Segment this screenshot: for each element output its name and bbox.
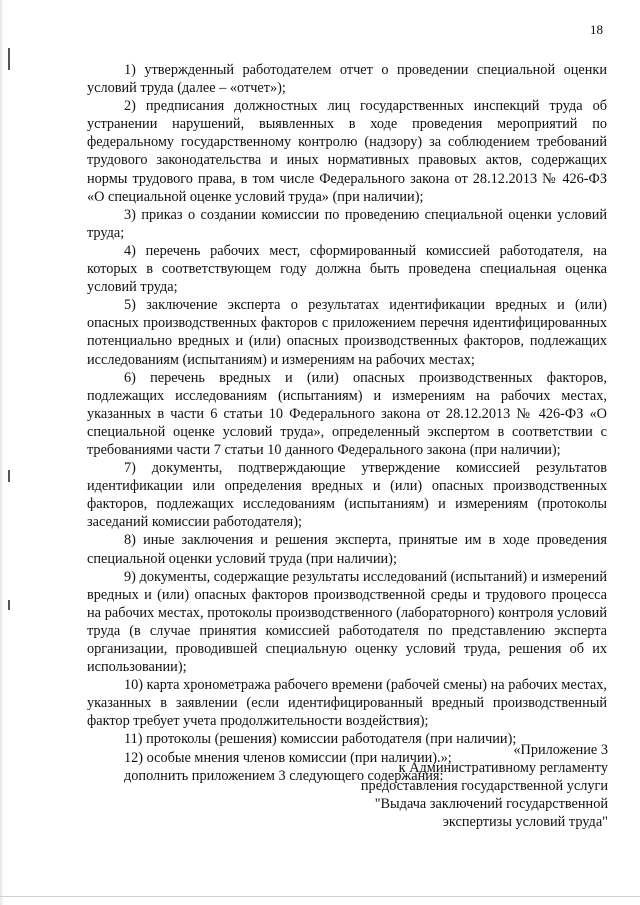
- list-item-2: 2) предписания должностных лиц государственных инспекций труда об устранении нарушений, выявленных в ходе проведения мероприятий по федеральному государственному контролю (надзору) за соблюдением требований трудового законодательства и иных нормативных правовых актов, содержащих нормы трудового права, в том числе Федерального закона от 28.12.2013 № 426-ФЗ «О специальной оценке условий труда» (при наличии);: [87, 98, 607, 205]
- list-item-9: 9) документы, содержащие результаты исследований (испытаний) и измерений вредных и (или) опасных факторов производственной среды и трудового процесса на рабочих местах, протоколы производственного (лабораторного) контроля условий труда (в случае принятия комиссией работодателя по представлению эксперта организации, проводившей специальную оценку условий труда, решения об их использовании);: [87, 568, 607, 676]
- appendix-line: "Выдача заключений государственной: [374, 796, 608, 813]
- scan-left-edge: [0, 0, 4, 905]
- list-item-8: 8) иные заключения и решения эксперта, принятые им в ходе проведения специальной оценки условий труда (при наличии);: [87, 532, 607, 567]
- list-item-3: 3) приказ о создании комиссии по проведению специальной оценки условий труда;: [87, 206, 607, 241]
- appendix-line: к Административному регламенту: [398, 760, 608, 777]
- list-item-5: 5) заключение эксперта о результатах идентификации вредных и (или) опасных производственных факторов с приложением перечня идентифицированных потенциально вредных и (или) опасных производственных факторов, подлежащих исследованиям (испытаниям) и измерениям на рабочих местах;: [87, 297, 607, 368]
- list-item-6: 6) перечень вредных и (или) опасных производственных факторов, подлежащих исследованиям (испытаниям) и измерениям на рабочих местах, указанных в части 6 статьи 10 Федерального закона от 28.12.2013 № 426-ФЗ «О специальной оценке условий труда», определенный экспертом в соответствии с требованиями части 7 статьи 10 данного Федерального закона (при наличии);: [87, 369, 607, 458]
- appendix-line: экспертизы условий труда": [442, 814, 608, 831]
- scan-mark: [8, 48, 10, 70]
- scan-mark: [8, 600, 10, 610]
- amendment-instruction: дополнить приложением 3 следующего содержания:: [124, 767, 444, 784]
- list-item-4: 4) перечень рабочих мест, сформированный комиссией работодателя, на которых в соответствующем году должна быть проведена специальная оценка условий труда;: [87, 242, 607, 296]
- scan-mark: [8, 470, 10, 482]
- document-body: [87, 61, 607, 785]
- list-item-12: 12) особые мнения членов комиссии (при наличии).»;: [124, 749, 452, 766]
- list-item-1: 1) утвержденный работодателем отчет о проведении специальной оценки условий труда (далее – «отчет»);: [87, 62, 607, 97]
- page-number: 18: [590, 22, 603, 37]
- list-item-11: 11) протоколы (решения) комиссии работодателя (при наличии);: [124, 731, 517, 748]
- appendix-title: «Приложение 3: [513, 742, 608, 758]
- appendix-heading: [288, 741, 608, 831]
- scan-bottom-edge: [0, 896, 640, 897]
- list-item-7: 7) документы, подтверждающие утверждение комиссией результатов идентификации или определения вредных и (или) опасных производственных факторов, подлежащих исследованиям (испытаниям) и измерениям (протоколы заседаний комиссии работодателя);: [87, 460, 607, 531]
- appendix-line: предоставления государственной услуги: [360, 778, 608, 795]
- list-item-10: 10) карта хронометража рабочего времени (рабочей смены) на рабочих местах, указанных в заявлении (если идентифицированный вредный производственный фактор требует учета продолжительности воздействия);: [87, 677, 607, 730]
